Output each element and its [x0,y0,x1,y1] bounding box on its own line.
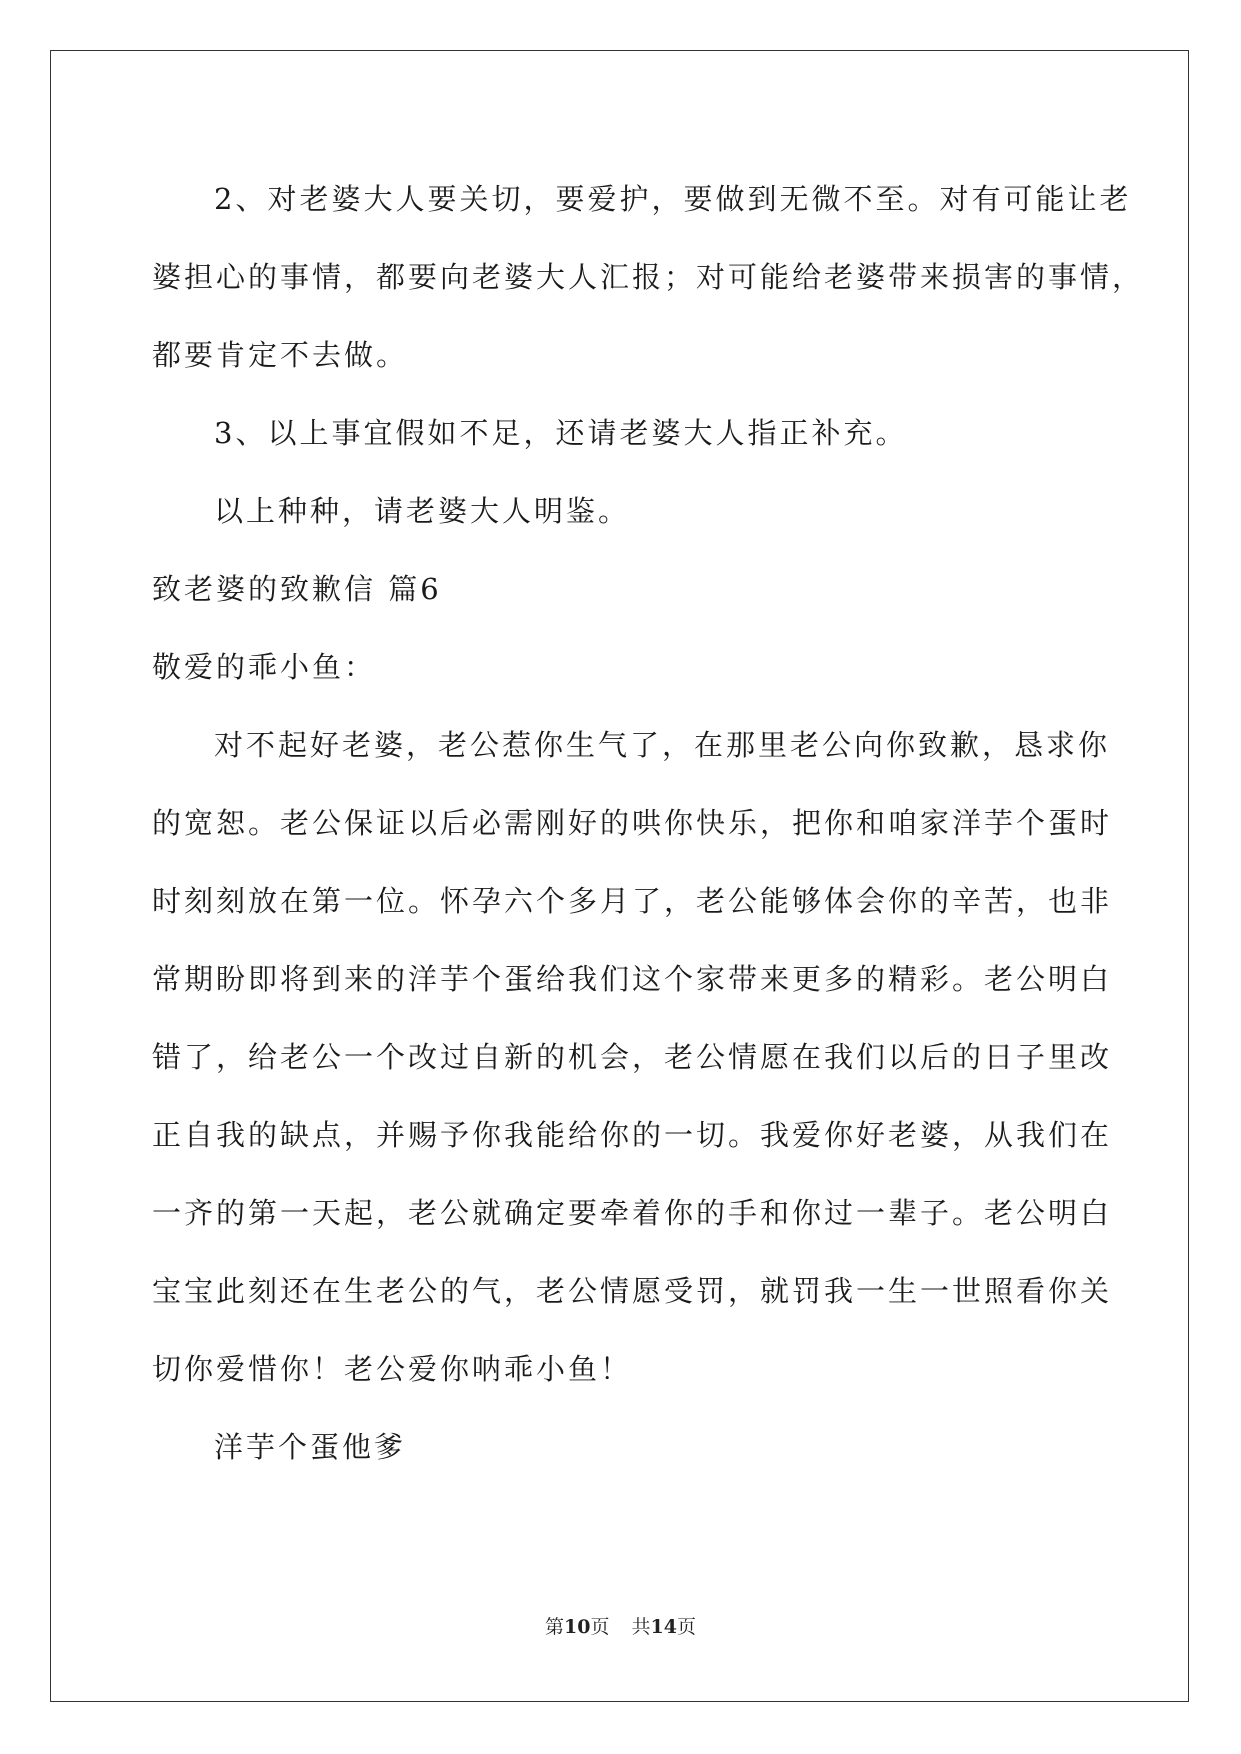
total-label-suffix: 页 [676,1616,696,1638]
paragraph-line: 3、以上事宜假如不足，还请老婆大人指正补充。 [214,416,908,450]
page-label-suffix: 页 [590,1616,610,1638]
paragraph-line: 宝宝此刻还在生老公的气，老公情愿受罚，就罚我一生一世照看你关 [152,1274,1113,1308]
salutation: 敬爱的乖小鱼： [152,650,377,684]
paragraph-line: 一齐的第一天起，老公就确定要牵着你的手和你过一辈子。老公明白 [152,1196,1113,1230]
paragraph-line: 正自我的缺点，并赐予你我能给你的一切。我爱你好老婆，从我们在 [152,1118,1113,1152]
page-label-prefix: 第 [545,1616,565,1638]
signature-line: 洋芋个蛋他爹 [214,1430,407,1464]
paragraph-line: 时刻刻放在第一位。怀孕六个多月了，老公能够体会你的辛苦，也非 [152,884,1113,918]
total-pages: 14 [650,1616,677,1638]
paragraph-line: 常期盼即将到来的洋芋个蛋给我们这个家带来更多的精彩。老公明白 [152,962,1113,996]
paragraph-line: 以上种种，请老婆大人明鉴。 [214,494,631,528]
page-number: 10 [564,1616,591,1638]
paragraph-line: 婆担心的事情，都要向老婆大人汇报；对可能给老婆带来损害的事情， [152,260,1145,294]
page-footer [0,1612,1241,1639]
section-heading: 致老婆的致歉信 篇6 [152,572,442,606]
paragraph-line: 切你爱惜你！老公爱你呐乖小鱼！ [152,1352,633,1386]
paragraph-line: 的宽恕。老公保证以后必需刚好的哄你快乐，把你和咱家洋芋个蛋时 [152,806,1113,840]
paragraph-line: 都要肯定不去做。 [152,338,409,372]
paragraph-line: 错了，给老公一个改过自新的机会，老公情愿在我们以后的日子里改 [152,1040,1113,1074]
total-label-prefix: 共 [631,1616,651,1638]
paragraph-line: 2、对老婆大人要关切，要爱护，要做到无微不至。对有可能让老 [214,182,1132,216]
paragraph-line: 对不起好老婆，老公惹你生气了，在那里老公向你致歉，恳求你 [214,728,1111,762]
document-body [152,160,1145,1486]
